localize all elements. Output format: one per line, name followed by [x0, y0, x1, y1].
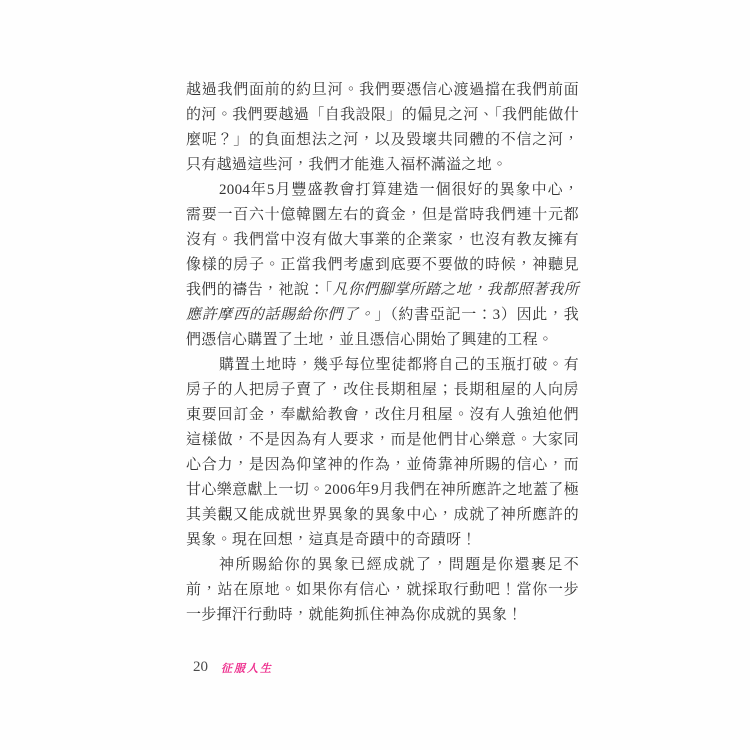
paragraph: [186, 553, 579, 628]
body-text: 購置土地時，幾乎每位聖徒都將自己的玉瓶打破。有房子的人把房子賣了，改住長期租屋；長期租屋的人向房東要回訂金，奉獻給教會，改住月租屋。沒有人強迫他們這樣做，不是因為有人要求，而是他們甘心樂意。大家同心合力，是因為仰望神的作為，並倚靠神所賜的信心，而甘心樂意獻上一切。2006年9月我們在神所應許之地蓋了極其美觀又能成就世界異象的異象中心，成就了神所應許的異象。現在回想，這真是奇蹟中的奇蹟呀！: [186, 357, 579, 548]
page-footer: [193, 659, 273, 676]
body-text: 神所賜給你的異象已經成就了，問題是你還裹足不前，站在原地。如果你有信心，就採取行動吧！當你一步一步揮汗行動時，就能夠抓住神為你成就的異象！: [186, 557, 579, 623]
scripture-quote: 凡你們腳掌所踏之地，我都照著我所應許摩西的話賜給你們了。: [186, 282, 579, 323]
paragraph: [186, 353, 579, 553]
book-title: 征服人生: [221, 662, 273, 675]
body-text: 越過我們面前的約旦河。我們要憑信心渡過擋在我們前面的河。我們要越過「自我設限」的偏見之河、「我們能做什麼呢？」的負面想法之河，以及毀壞共同體的不信之河，只有越過這些河，我們才能進入福杯滿溢之地。: [186, 82, 579, 173]
paragraph: [186, 178, 579, 353]
page-number: 20: [193, 659, 208, 675]
text-block: [186, 78, 579, 628]
body-text: 2004年5月豐盛教會打算建造一個很好的異象中心，需要一百六十億韓圜左右的資金，但是當時我們連十元都沒有。我們當中沒有做大事業的企業家，也沒有教友擁有像樣的房子。正當我們考慮到底要不要做的時候，神聽見我們的禱告，祂說：「: [186, 182, 579, 298]
body-text: 」（約書亞記一：3）因此，我們憑信心購置了土地，並且憑信心開始了興建的工程。: [186, 307, 579, 348]
paragraph: [186, 78, 579, 178]
